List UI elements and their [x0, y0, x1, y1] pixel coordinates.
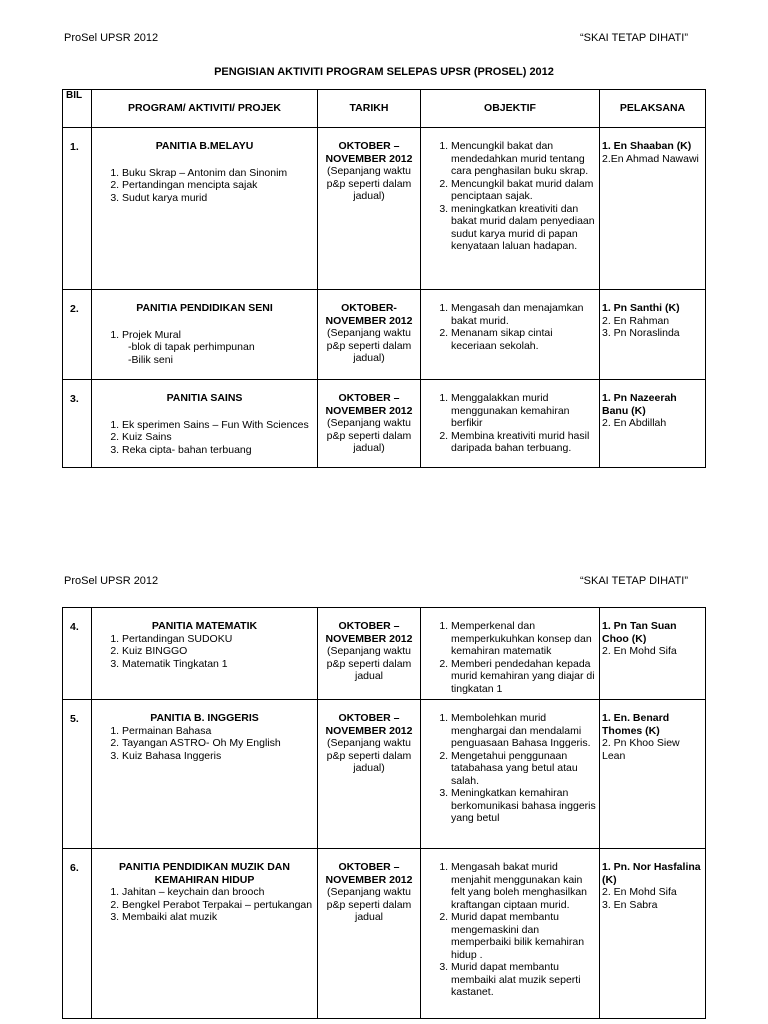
- date-note: (Sepanjang waktu p&p seperti dalam jadual: [326, 886, 412, 923]
- date-note: (Sepanjang waktu p&p seperti dalam jadual): [326, 737, 412, 774]
- objective-list: [421, 712, 599, 825]
- objective-list: [421, 620, 599, 695]
- list-item: 1. Projek Mural: [122, 329, 317, 342]
- lead-person: 1. Pn Nazeerah Banu (K): [602, 392, 677, 417]
- list-item: 2. Murid dapat membantu mengemaskini dan memperbaiki bilik kemahiran hidup .: [451, 911, 599, 961]
- list-item: 2. Memberi pendedahan kepada murid kemahiran yang diajar di tingkatan 1: [451, 658, 599, 696]
- date-range: OKTOBER – NOVEMBER 2012: [325, 712, 413, 737]
- header-right: “SKAI TETAP DIHATI”: [580, 32, 688, 44]
- header-right-page2: “SKAI TETAP DIHATI”: [580, 575, 688, 587]
- table-row: [63, 128, 706, 290]
- column-header-bil: BIL: [63, 90, 92, 128]
- activity-list: [92, 419, 317, 457]
- list-item: 1. Memperkenal dan memperkukuhkan konsep dan kemahiran matematik: [451, 620, 599, 658]
- list-item: 2. Menanam sikap cintai keceriaan sekolah.: [451, 327, 599, 352]
- list-item: 1. Mengasah dan menajamkan bakat murid.: [451, 302, 599, 327]
- program-title: PANITIA B. INGGERIS: [150, 712, 259, 724]
- objective-list: [421, 140, 599, 253]
- lead-person: 1. En. Benard Thomes (K): [602, 712, 670, 737]
- list-item: 1. Pertandingan SUDOKU: [122, 633, 317, 646]
- document-title: PENGISIAN AKTIVITI PROGRAM SELEPAS UPSR (PROSEL) 2012: [214, 66, 554, 78]
- list-item: 3. Sudut karya murid: [122, 192, 317, 205]
- date-note: (Sepanjang waktu p&p seperti dalam jadual: [326, 645, 412, 682]
- activity-list: [92, 725, 317, 763]
- list-item: 3. Murid dapat membantu membaiki alat muzik seperti kastanet.: [451, 961, 599, 999]
- list-item: 1. Buku Skrap – Antonim dan Sinonim: [122, 167, 317, 180]
- sub-item: -blok di tapak perhimpunan: [128, 341, 255, 353]
- objective-list: [421, 861, 599, 999]
- program-title: PANITIA SAINS: [166, 392, 243, 404]
- member-person: 2. En Rahman: [602, 314, 670, 327]
- list-item: 3. Reka cipta- bahan terbuang: [122, 444, 317, 457]
- date-range: OKTOBER – NOVEMBER 2012: [325, 392, 413, 417]
- table-row: [63, 608, 706, 700]
- list-item: 1. Ek sperimen Sains – Fun With Sciences: [122, 419, 317, 432]
- list-item: 2. Mencungkil bakat murid dalam penciptaan sajak.: [451, 178, 599, 203]
- list-item: 3. Meningkatkan kemahiran berkomunikasi bahasa inggeris yang betul: [451, 787, 599, 825]
- column-header-pelaksana: PELAKSANA: [600, 90, 706, 128]
- row-number: 3.: [63, 380, 92, 468]
- activity-list: [92, 329, 317, 342]
- member-person: 3. En Sabra: [602, 898, 658, 911]
- list-item: 2. Mengetahui penggunaan tatabahasa yang betul atau salah.: [451, 750, 599, 788]
- objective-list: [421, 302, 599, 352]
- activity-table-page1: [62, 89, 706, 468]
- list-item: 1. Membolehkan murid menghargai dan mendalami penguasaan Bahasa Inggeris.: [451, 712, 599, 750]
- table-row: [63, 380, 706, 468]
- list-item: 1. Mengasah bakat murid menjahit menggunakan kain felt yang boleh menghasilkan kraftangan ciptaan murid.: [451, 861, 599, 911]
- list-item: 1. Permainan Bahasa: [122, 725, 317, 738]
- table-row: [63, 700, 706, 849]
- list-item: 3. Matematik Tingkatan 1: [122, 658, 317, 671]
- member-person: 2. Pn Khoo Siew Lean: [602, 737, 680, 762]
- list-item: 1. Jahitan – keychain dan brooch: [122, 886, 317, 899]
- lead-person: 1. Pn. Nor Hasfalina (K): [602, 861, 701, 886]
- column-header-program: PROGRAM/ AKTIVITI/ PROJEK: [92, 90, 318, 128]
- member-person: 2. En Abdillah: [602, 417, 667, 429]
- date-range: OKTOBER – NOVEMBER 2012: [325, 620, 413, 645]
- list-item: 2. Bengkel Perabot Terpakai – pertukangan: [122, 899, 317, 912]
- program-title: PANITIA PENDIDIKAN MUZIK DAN KEMAHIRAN HIDUP: [119, 861, 290, 886]
- member-person: 2.En Ahmad Nawawi: [602, 152, 699, 165]
- list-item: 2. Membina kreativiti murid hasil daripada bahan terbuang.: [451, 430, 599, 455]
- list-item: 1. Mencungkil bakat dan mendedahkan murid tentang cara penghasilan buku skrap.: [451, 140, 599, 178]
- activity-table-page2: [62, 607, 706, 1019]
- date-note: (Sepanjang waktu p&p seperti dalam jadual): [326, 327, 412, 364]
- list-item: 2. Kuiz Sains: [122, 431, 317, 444]
- member-person: 3. Pn Noraslinda: [602, 327, 680, 339]
- program-title: PANITIA PENDIDIKAN SENI: [136, 302, 273, 314]
- row-number: 5.: [63, 700, 92, 849]
- activity-list: [92, 167, 317, 205]
- table-row: [63, 290, 706, 380]
- row-number: 6.: [63, 849, 92, 1019]
- date-note: (Sepanjang waktu p&p seperti dalam jadual): [326, 417, 412, 454]
- program-title: PANITIA B.MELAYU: [155, 140, 254, 152]
- date-range: OKTOBER- NOVEMBER 2012: [325, 302, 413, 327]
- lead-person: 1. En Shaaban (K): [602, 140, 692, 152]
- row-number: 2.: [63, 290, 92, 380]
- row-number: 1.: [63, 128, 92, 290]
- lead-person: 1. Pn Tan Suan Choo (K): [602, 620, 677, 645]
- date-range: OKTOBER – NOVEMBER 2012: [325, 861, 413, 886]
- header-left: ProSel UPSR 2012: [64, 32, 159, 44]
- objective-list: [421, 392, 599, 455]
- list-item: 3. Membaiki alat muzik: [122, 911, 317, 924]
- member-person: 2. En Mohd Sifa: [602, 886, 677, 898]
- row-number: 4.: [63, 608, 92, 700]
- column-header-objektif: OBJEKTIF: [421, 90, 600, 128]
- activity-list: [92, 886, 317, 924]
- sub-item: -Bilik seni: [128, 353, 173, 366]
- list-item: 3. meningkatkan kreativiti dan bakat murid dalam penyediaan sudut karya murid di papan kenyataan laluan hadapan.: [451, 203, 599, 253]
- activity-list: [92, 633, 317, 671]
- date-note: (Sepanjang waktu p&p seperti dalam jadual): [326, 165, 412, 202]
- list-item: 2. Kuiz BINGGO: [122, 645, 317, 658]
- header-left-page2: ProSel UPSR 2012: [64, 575, 159, 587]
- column-header-tarikh: TARIKH: [318, 90, 421, 128]
- member-person: 2. En Mohd Sifa: [602, 645, 677, 657]
- lead-person: 1. Pn Santhi (K): [602, 302, 680, 314]
- list-item: 2. Pertandingan mencipta sajak: [122, 179, 317, 192]
- list-item: 1. Menggalakkan murid menggunakan kemahiran berfikir: [451, 392, 599, 430]
- table-row: [63, 849, 706, 1019]
- program-title: PANITIA MATEMATIK: [151, 620, 258, 632]
- list-item: 2. Tayangan ASTRO- Oh My English: [122, 737, 317, 750]
- list-item: 3. Kuiz Bahasa Inggeris: [122, 750, 317, 763]
- date-range: OKTOBER – NOVEMBER 2012: [325, 140, 413, 165]
